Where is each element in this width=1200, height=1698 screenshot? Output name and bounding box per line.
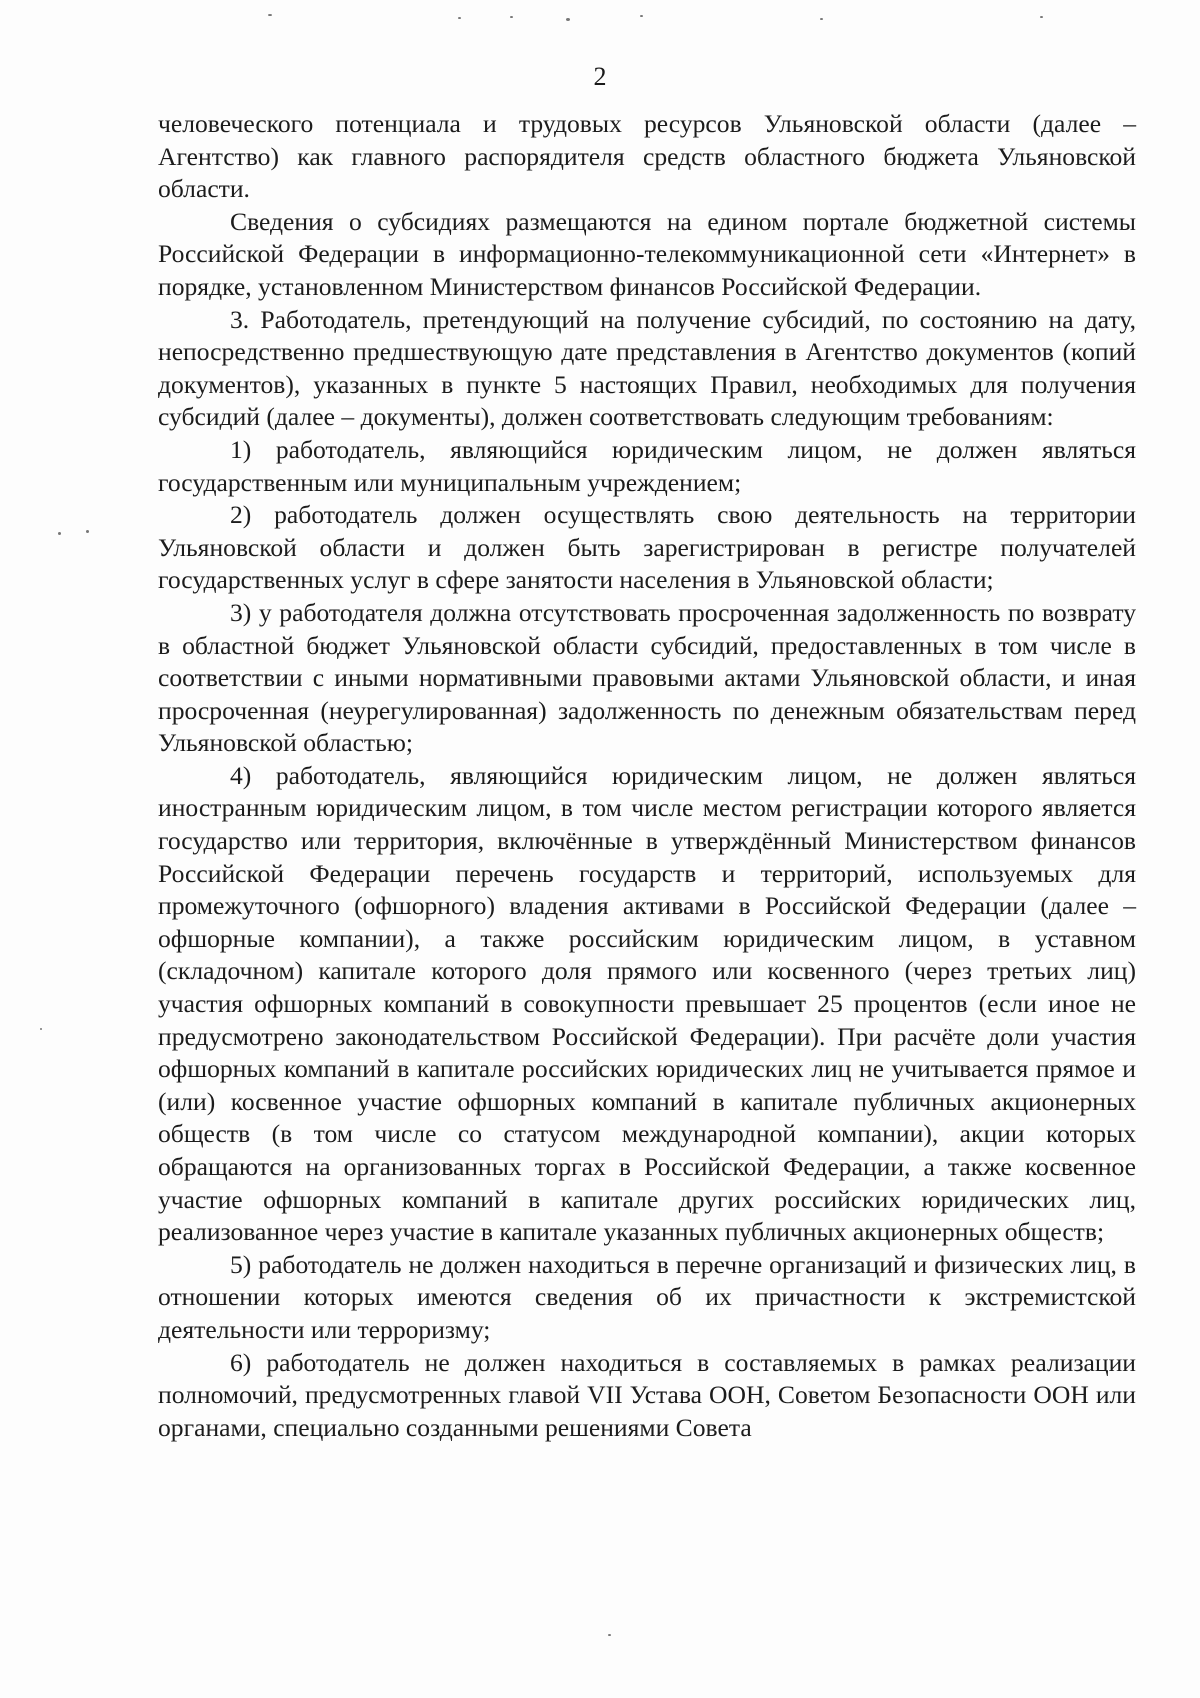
- scan-speck: [86, 530, 89, 533]
- paragraph-subsidy-info: Сведения о субсидиях размещаются на едином портале бюджетной системы Российской Федерации в информационно-телекоммуникационной сети «Интернет» в порядке, установленном Министерством финансов Российской Федерации.: [158, 206, 1136, 301]
- document-body: [158, 108, 1136, 1444]
- scan-speck: [510, 16, 513, 18]
- requirement-5: 5) работодатель не должен находиться в перечне организаций и физических лиц, в отношении которых имеются сведения об их причастности к экстремистской деятельности или терроризму;: [158, 1249, 1136, 1344]
- scan-speck: [820, 18, 823, 20]
- scan-speck: [1040, 16, 1043, 18]
- scan-speck: [58, 532, 61, 535]
- scan-speck: [458, 17, 461, 19]
- requirement-1: 1) работодатель, являющийся юридическим лицом, не должен являться государственным или муниципальным учреждением;: [158, 434, 1136, 497]
- paragraph-item-3: 3. Работодатель, претендующий на получение субсидий, по состоянию на дату, непосредственно предшествующую дате представления в Агентство документов (копий документов), указанных в пункте 5 настоящих Правил, необходимых для получения субсидий (далее – документы), должен соответствовать следующим требованиям:: [158, 304, 1136, 432]
- page-number: 2: [593, 62, 607, 91]
- requirement-2: 2) работодатель должен осуществлять свою деятельность на территории Ульяновской области и должен быть зарегистрирован в регистре получателей государственных услуг в сфере занятости населения в Ульяновской области;: [158, 500, 1136, 595]
- requirement-6: 6) работодатель не должен находиться в составляемых в рамках реализации полномочий, предусмотренных главой VII Устава ООН, Советом Безопасности ООН или органами, специально созданными решениями Совета: [158, 1347, 1136, 1442]
- scan-speck: [640, 15, 643, 17]
- scan-speck: [268, 14, 272, 16]
- scan-speck: [40, 1028, 42, 1030]
- requirement-3: 3) у работодателя должна отсутствовать просроченная задолженность по возврату в областной бюджет Ульяновской области субсидий, предоставленных в том числе в соответствии с иными нормативными правовыми актами Ульяновской области, и иная просроченная (неурегулированная) задолженность по денежным обязательствам перед Ульяновской областью;: [158, 597, 1136, 758]
- paragraph-continuation: человеческого потенциала и трудовых ресурсов Ульяновской области (далее – Агентство) как главного распорядителя средств областного бюджета Ульяновской области.: [158, 109, 1136, 204]
- requirement-4: 4) работодатель, являющийся юридическим лицом, не должен являться иностранным юридическим лицом, в том числе местом регистрации которого является государство или территория, включённые в утверждённый Министерством финансов Российской Федерации перечень государств и территорий, используемых для промежуточного (офшорного) владения активами в Российской Федерации (далее – офшорные компании), а также российским юридическим лицом, в уставном (складочном) капитале которого доля прямого или косвенного (через третьих лиц) участия офшорных компаний в совокупности превышает 25 процентов (если иное не предусмотрено законодательством Российской Федерации). При расчёте доли участия офшорных компаний в капитале российских юридических лиц не учитывается прямое и (или) косвенное участие офшорных компаний в капитале публичных акционерных обществ (в том числе со статусом международной компании), акции которых обращаются на организованных торгах в Российской Федерации, а также косвенное участие офшорных компаний в капитале других российских юридических лиц, реализованное через участие в капитале указанных публичных акционерных обществ;: [158, 760, 1136, 1247]
- scan-speck: [566, 18, 570, 21]
- scan-speck: [608, 1634, 611, 1636]
